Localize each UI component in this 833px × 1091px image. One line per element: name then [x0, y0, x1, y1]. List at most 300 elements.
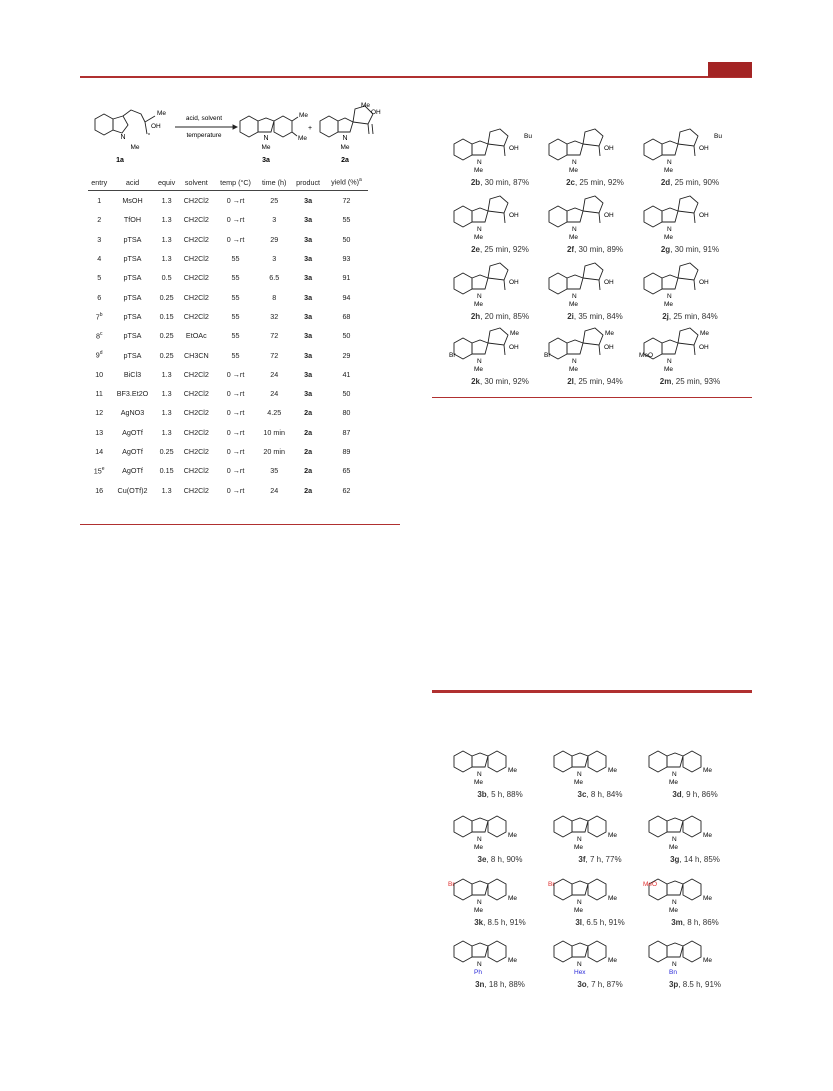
n-label: N [667, 226, 672, 233]
n-label-3a: N [263, 135, 269, 142]
n-label: N [477, 226, 482, 233]
cell-equiv: 0.5 [161, 273, 172, 283]
cell-temp: 0 →rt [226, 408, 245, 418]
cell-entry: 11 [95, 389, 103, 399]
cell-solvent: CH2Cl2 [183, 234, 209, 244]
cell-acid: TfOH [123, 215, 142, 225]
cell-entry: 5 [97, 273, 102, 283]
caption-2d: 2d, 25 min, 90% [660, 178, 720, 187]
n-label: N [477, 771, 482, 778]
substituent-label: Br [449, 352, 456, 359]
cell-solvent: CH2Cl2 [183, 369, 209, 379]
me-label-1a: Me [130, 144, 140, 151]
table-row [88, 403, 368, 422]
me-label: Me [569, 234, 579, 241]
table-row [88, 461, 368, 480]
cell-yield: 29 [342, 350, 351, 360]
cell-equiv: 1.3 [161, 485, 172, 495]
n-label: N [572, 226, 577, 233]
structure-2i [545, 262, 645, 307]
me-label: Me [474, 234, 484, 241]
cell-product: 3a [304, 331, 313, 341]
table-row [88, 326, 368, 345]
me-label-3a-side: Me [298, 135, 308, 142]
cell-equiv: 0.25 [159, 447, 174, 456]
structure-3m [645, 868, 745, 913]
caption-3e: 3e, 8 h, 90% [477, 855, 523, 864]
cell-entry: 9$^d$ [95, 350, 103, 360]
col-solvent: solvent [184, 177, 208, 187]
col-equiv: equiv [158, 177, 176, 187]
n-me-label: Me [669, 907, 679, 914]
compound-2b [450, 128, 550, 187]
caption-2h: 2h, 20 min, 85% [470, 312, 530, 321]
compound-3c [550, 740, 650, 799]
cell-entry: 14 [95, 447, 104, 456]
cell-temp: 0 →rt [226, 447, 245, 456]
cell-time: 4.25 [267, 408, 282, 418]
caption-2l: 2l, 25 min, 94% [567, 377, 623, 386]
caption-3f: 3f, 7 h, 77% [578, 855, 622, 864]
oh-label-2a: OH [371, 109, 381, 116]
structure-2g [640, 195, 740, 240]
cell-yield: 41 [342, 369, 351, 379]
compound-2e [450, 195, 550, 254]
cell-equiv: 0.15 [159, 311, 174, 321]
cell-equiv: 1.3 [161, 427, 172, 437]
table-bottom-rule [80, 524, 400, 525]
cell-acid: pTSA [123, 292, 142, 302]
cell-time: 29 [270, 234, 279, 244]
compound-3p [645, 930, 745, 989]
me-label: Me [608, 767, 618, 774]
n-label: N [577, 836, 582, 843]
compound-3m [645, 868, 745, 927]
cell-product: 3a [304, 234, 313, 244]
cell-solvent: CH2Cl2 [183, 215, 209, 225]
cell-acid: MsOH [122, 196, 143, 206]
cell-product: 2a [304, 466, 313, 476]
cell-acid: pTSA [123, 311, 142, 321]
cell-solvent: CH2Cl2 [183, 447, 209, 456]
optimization-table [88, 174, 368, 500]
compound-2l [545, 327, 645, 386]
label-3a: 3a [262, 157, 270, 164]
cell-entry: 12 [95, 408, 104, 418]
oh-label: OH [509, 212, 519, 219]
cell-solvent: CH2Cl2 [183, 408, 209, 418]
cell-acid: AgOTf [122, 427, 143, 437]
compound-3g [645, 805, 745, 864]
label-2a: 2a [341, 157, 349, 164]
cell-yield: 50 [342, 234, 351, 244]
cell-acid: BF3.Et2O [116, 389, 149, 399]
oh-label: OH [699, 344, 709, 351]
cell-acid: pTSA [123, 350, 142, 360]
cell-solvent: CH2Cl2 [183, 389, 209, 399]
caption-2g: 2g, 30 min, 91% [660, 245, 720, 254]
plus-sign: + [307, 125, 313, 132]
cell-equiv: 1.3 [161, 408, 172, 418]
cell-product: 3a [304, 215, 313, 225]
cell-product: 3a [304, 369, 313, 379]
table-row [88, 230, 368, 249]
cell-product: 2a [304, 427, 313, 437]
reagent-bottom: temperature [186, 132, 222, 139]
compound-3b [450, 740, 550, 799]
caption-2m: 2m, 25 min, 93% [659, 377, 721, 386]
cell-equiv: 1.3 [161, 369, 172, 379]
oh-label: OH [699, 145, 709, 152]
cell-time: 24 [270, 389, 279, 399]
oh-label: OH [604, 279, 614, 286]
caption-2j: 2j, 25 min, 84% [662, 312, 718, 321]
me-label: Me [703, 895, 713, 902]
oh-label: OH [604, 212, 614, 219]
me-label: Me [703, 767, 713, 774]
caption-2c: 2c, 25 min, 92% [566, 178, 624, 187]
halo-label: Br [448, 881, 455, 888]
cell-entry: 10 [95, 369, 104, 379]
oh-label: OH [699, 279, 709, 286]
structure-2m [640, 327, 740, 372]
cell-product: 3a [304, 196, 313, 206]
structure-2b [450, 128, 550, 173]
n-label: N [577, 961, 582, 968]
cell-yield: 94 [342, 292, 351, 302]
caption-3m: 3m, 8 h, 86% [671, 918, 719, 927]
structure-3g [645, 805, 745, 850]
structure-3b [450, 740, 550, 785]
reaction-scheme [85, 104, 385, 174]
cell-acid: pTSA [123, 331, 142, 341]
me-label-3a-n: Me [261, 144, 271, 151]
structure-2k [450, 327, 550, 372]
cell-product: 2a [304, 485, 313, 495]
cell-product: 3a [304, 350, 313, 360]
n-me-label: Me [574, 779, 584, 786]
structure-3f [550, 805, 650, 850]
cell-solvent: CH2Cl2 [183, 292, 209, 302]
col-yield: yield (%)$^a$ [331, 177, 362, 187]
cell-yield: 62 [342, 485, 351, 495]
structure-3p [645, 930, 745, 975]
table-row [88, 191, 368, 211]
cell-acid: AgOTf [122, 447, 143, 456]
halo-label: MeO [643, 881, 658, 888]
compound-3f [550, 805, 650, 864]
caption-2f: 2f, 30 min, 89% [566, 245, 624, 254]
n-label: N [477, 293, 482, 300]
cell-time: 25 [270, 196, 279, 206]
chain-label: Me [700, 330, 710, 337]
n-label: N [667, 358, 672, 365]
n-me-label: Me [574, 844, 584, 851]
table-row [88, 210, 368, 229]
col-temp: temp (°C) [220, 177, 251, 187]
n-substituent-label: Ph [474, 969, 482, 976]
oh-label: OH [509, 344, 519, 351]
substituent-label: MeO [639, 352, 654, 359]
n-label: N [477, 358, 482, 365]
compound-2i [545, 262, 645, 321]
caption-3l: 3l, 6.5 h, 91% [575, 918, 625, 927]
oh-label: OH [699, 212, 709, 219]
structure-3n [450, 930, 550, 975]
cell-product: 2a [304, 408, 313, 418]
me-label: Me [508, 957, 518, 964]
me-label: Me [508, 767, 518, 774]
cell-yield: 50 [342, 331, 351, 341]
cell-product: 3a [304, 389, 313, 399]
table-row [88, 423, 368, 442]
substituent-label: Br [544, 352, 551, 359]
cell-yield: 89 [342, 447, 351, 456]
structure-3l [550, 868, 650, 913]
n-label: N [672, 899, 677, 906]
compound-3k [450, 868, 550, 927]
cell-time: 24 [270, 485, 279, 495]
cell-yield: 65 [342, 466, 351, 476]
cell-solvent: EtOAc [185, 331, 207, 341]
n-label: N [672, 961, 677, 968]
me-label: Me [569, 366, 579, 373]
cell-equiv: 0.15 [159, 466, 174, 476]
me-label-1a-top: Me [157, 110, 167, 117]
table-row [88, 442, 368, 461]
label-1a: 1a [116, 157, 124, 164]
compound-2f [545, 195, 645, 254]
oh-label: OH [509, 145, 519, 152]
caption-3n: 3n, 18 h, 88% [475, 980, 525, 989]
cell-temp: 0 →rt [226, 485, 245, 495]
cell-time: 3 [272, 215, 277, 225]
compound-3n [450, 930, 550, 989]
caption-2i: 2i, 35 min, 84% [567, 312, 623, 321]
chain-label: Me [605, 330, 615, 337]
oh-label: OH [604, 344, 614, 351]
n-label-2a: N [342, 135, 348, 142]
cell-product: 3a [304, 292, 313, 302]
cell-temp: 55 [231, 292, 240, 302]
structure-3d [645, 740, 745, 785]
cell-equiv: 1.3 [161, 215, 172, 225]
me-label-3a-top: Me [299, 112, 309, 119]
chain-label: Bu [524, 133, 532, 140]
cell-entry: 13 [95, 427, 104, 437]
cell-temp: 55 [231, 273, 240, 283]
cell-time: 3 [272, 254, 277, 264]
structure-3o [550, 930, 650, 975]
cell-yield: 93 [342, 254, 351, 264]
caption-2e: 2e, 25 min, 92% [471, 245, 529, 254]
n-label: N [477, 899, 482, 906]
cell-yield: 87 [342, 427, 351, 437]
structure-2d [640, 128, 740, 173]
cell-yield: 55 [342, 215, 351, 225]
cell-solvent: CH2Cl2 [183, 254, 209, 264]
oh-label-1a: OH [151, 123, 161, 130]
structure-2j [640, 262, 740, 307]
page-tab-marker [708, 62, 752, 77]
reagent-top: acid, solvent [185, 115, 223, 122]
header-rule [80, 76, 752, 78]
n-me-label: Me [474, 907, 484, 914]
cell-equiv: 0.25 [159, 292, 174, 302]
me-label: Me [664, 301, 674, 308]
table-row [88, 307, 368, 326]
caption-3g: 3g, 14 h, 85% [670, 855, 720, 864]
cell-temp: 0 →rt [226, 215, 245, 225]
cell-equiv: 1.3 [161, 234, 172, 244]
structure-2e [450, 195, 550, 240]
n-label: N [672, 771, 677, 778]
cell-time: 72 [270, 350, 279, 360]
cell-product: 3a [304, 254, 313, 264]
cell-acid: BiCl3 [123, 369, 142, 379]
cell-solvent: CH2Cl2 [183, 485, 209, 495]
me-label-2a-top: Me [361, 102, 371, 109]
n-label-1a: N [120, 134, 126, 141]
cell-time: 8 [272, 292, 277, 302]
n-label: N [572, 293, 577, 300]
halo-label: Br [548, 881, 555, 888]
cell-acid: pTSA [123, 254, 142, 264]
compound-2k [450, 327, 550, 386]
oh-label: OH [509, 279, 519, 286]
cell-acid: Cu(OTf)2 [117, 485, 148, 495]
me-label: Me [474, 366, 484, 373]
cell-entry: 3 [97, 234, 102, 244]
table-header-row [88, 174, 368, 191]
cell-product: 3a [304, 311, 313, 321]
cell-entry: 15e [93, 466, 105, 476]
structure-2c [545, 128, 645, 173]
cell-equiv: 1.3 [161, 196, 172, 206]
compound-2c [545, 128, 645, 187]
n-me-label: Me [474, 844, 484, 851]
n-me-label: Me [574, 907, 584, 914]
me-label: Me [474, 301, 484, 308]
col-time: time (h) [262, 177, 287, 187]
cell-yield: 72 [342, 196, 351, 206]
cell-temp: 0 →rt [226, 196, 245, 206]
me-label: Me [608, 832, 618, 839]
cell-time: 35 [270, 466, 279, 476]
col-product: product [296, 177, 321, 187]
n-label: N [572, 358, 577, 365]
scope-bottom-rule [432, 690, 752, 693]
cell-product: 2a [304, 447, 313, 456]
caption-2k: 2k, 30 min, 92% [471, 377, 529, 386]
cell-time: 20 min [263, 447, 285, 456]
me-label-2a-n: Me [340, 144, 350, 151]
cell-time: 10 min [263, 427, 285, 437]
chain-label: Bu [714, 133, 722, 140]
n-label: N [477, 159, 482, 166]
cell-solvent: CH2Cl2 [183, 196, 209, 206]
cell-temp: 0 →rt [226, 389, 245, 399]
caption-3p: 3p, 8.5 h, 91% [668, 980, 722, 989]
cell-entry: 4 [97, 254, 102, 264]
cell-yield: 50 [342, 389, 351, 399]
structure-3c [550, 740, 650, 785]
me-label: Me [703, 832, 713, 839]
cell-entry: 7$^b$ [95, 311, 103, 322]
table-row [88, 268, 368, 287]
cell-equiv: 1.3 [161, 254, 172, 264]
me-label: Me [664, 366, 674, 373]
structure-2h [450, 262, 550, 307]
cell-product: 3a [304, 273, 313, 283]
table-row [88, 345, 368, 364]
table-row [88, 249, 368, 268]
cell-temp: 0 →rt [226, 234, 245, 244]
compound-2m [640, 327, 740, 386]
n-me-label: Me [669, 779, 679, 786]
oh-label: OH [604, 145, 614, 152]
n-me-label: Me [474, 779, 484, 786]
cell-acid: AgOTf [122, 466, 143, 476]
n-substituent-label: Bn [669, 969, 677, 976]
me-label: Me [474, 167, 484, 174]
n-label: N [667, 293, 672, 300]
n-label: N [672, 836, 677, 843]
structure-3k [450, 868, 550, 913]
structure-2l [545, 327, 645, 372]
compound-2h [450, 262, 550, 321]
compound-2j [640, 262, 740, 321]
me-label: Me [703, 957, 713, 964]
cell-temp: 55 [231, 331, 240, 341]
cell-acid: AgNO3 [120, 408, 145, 418]
structure-2f [545, 195, 645, 240]
structure-3e [450, 805, 550, 850]
compound-3e [450, 805, 550, 864]
me-label: Me [608, 895, 618, 902]
compound-3o [550, 930, 650, 989]
cell-acid: pTSA [123, 234, 142, 244]
cell-entry: 16 [95, 485, 104, 495]
cell-entry: 1 [97, 196, 102, 206]
caption-3o: 3o, 7 h, 87% [577, 980, 623, 989]
col-acid: acid [125, 177, 140, 187]
n-label: N [577, 771, 582, 778]
table-row [88, 287, 368, 306]
n-label: N [667, 159, 672, 166]
n-label: N [577, 899, 582, 906]
cell-temp: 0 →rt [226, 369, 245, 379]
cell-solvent: CH2Cl2 [183, 273, 209, 283]
cell-time: 72 [270, 331, 279, 341]
table-row [88, 365, 368, 384]
me-label: Me [569, 167, 579, 174]
cell-time: 32 [270, 311, 279, 321]
caption-2b: 2b, 30 min, 87% [470, 178, 530, 187]
n-label: N [572, 159, 577, 166]
me-label: Me [508, 895, 518, 902]
cell-solvent: CH2Cl2 [183, 427, 209, 437]
n-substituent-label: Hex [574, 969, 586, 976]
cell-solvent: CH3CN [183, 350, 209, 360]
cell-entry: 2 [97, 215, 102, 225]
cell-entry: 8$^c$ [95, 331, 103, 341]
cell-temp: 0 →rt [226, 427, 245, 437]
caption-3c: 3c, 8 h, 84% [577, 790, 623, 799]
n-me-label: Me [669, 844, 679, 851]
cell-temp: 55 [231, 254, 240, 264]
caption-3b: 3b, 5 h, 88% [477, 790, 523, 799]
